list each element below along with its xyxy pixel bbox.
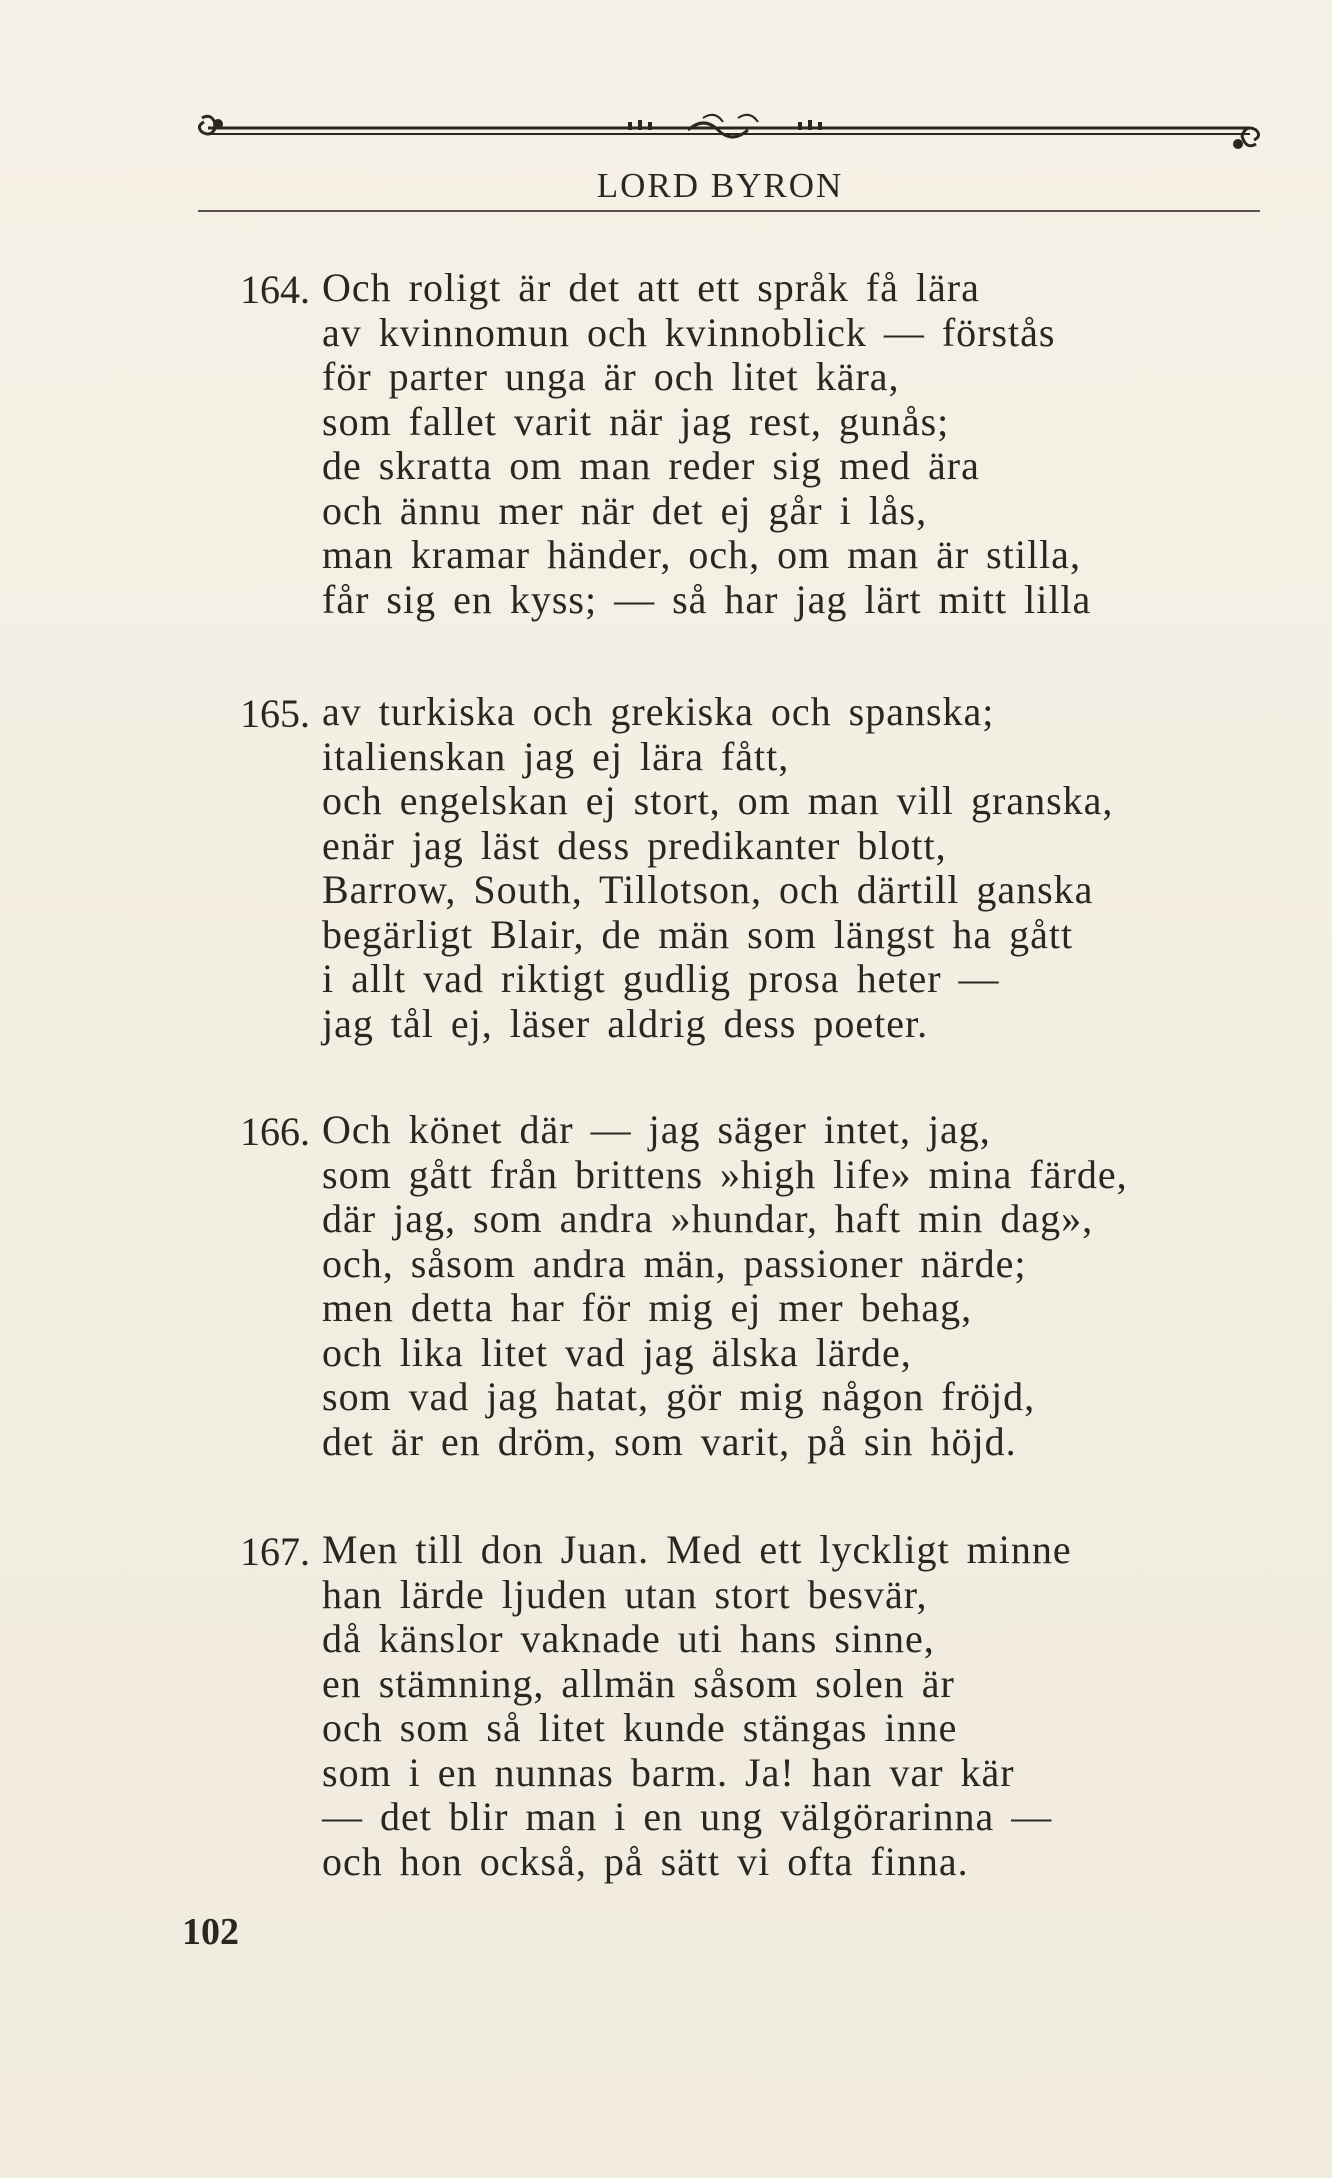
stanza-number: 167. (240, 1529, 310, 1574)
verse-line: som vad jag hatat, gör mig någon fröjd, (322, 1374, 1036, 1419)
verse-line: man kramar händer, och, om man är stilla, (322, 532, 1081, 577)
verse-line: Och roligt är det att ett språk få lära (322, 265, 980, 310)
verse-line: får sig en kyss; — så har jag lärt mitt lilla (322, 576, 1092, 622)
verse-line: som fallet varit när jag rest, gunås; (322, 398, 950, 444)
verse-line: och som så litet kunde stängas inne (322, 1705, 958, 1750)
stanza-number: 166. (240, 1109, 310, 1154)
header-rule (198, 210, 1260, 212)
verse-line: det är en dröm, som varit, på sin höjd. (322, 1418, 1017, 1464)
verse-line: där jag, som andra »hundar, haft min dag», (322, 1196, 1094, 1241)
verse-line: en stämning, allmän såsom solen är (322, 1660, 955, 1706)
verse-line: begärligt Blair, de män som längst ha gått (322, 911, 1074, 957)
verse-line: för parter unga är och litet kära, (322, 354, 900, 399)
verse-line: då känslor vaknade uti hans sinne, (322, 1616, 935, 1661)
verse-line: enär jag läst dess predikanter blott, (322, 822, 947, 868)
verse-line: som gått från brittens »high life» mina färde, (322, 1151, 1128, 1197)
running-head: LORD BYRON (596, 166, 844, 205)
verse-line: han lärde ljuden utan stort besvär, (322, 1571, 928, 1617)
verse-line: och engelskan ej stort, om man vill granska, (322, 778, 1114, 823)
verse-line: Men till don Juan. Med ett lyckligt minne (322, 1527, 1072, 1572)
verse-line: Barrow, South, Tillotson, och därtill ganska (322, 867, 1094, 912)
verse-line: och ännu mer när det ej går i lås, (322, 487, 928, 533)
verse-line: de skratta om man reder sig med ära (322, 443, 980, 488)
verse-line: som i en nunnas barm. Ja! han var kär (322, 1749, 1015, 1795)
verse-line: jag tål ej, läser aldrig dess poeter. (322, 1000, 929, 1046)
verse-line: av kvinnomun och kvinnoblick — förstås (322, 309, 1056, 355)
verse-line: — det blir man i en ung välgörarinna — (322, 1794, 1053, 1839)
verse-line: men detta har för mig ej mer behag, (322, 1285, 973, 1330)
stanza-lines (322, 690, 1113, 1046)
verse-line: och hon också, på sätt vi ofta finna. (322, 1838, 969, 1884)
verse-line: av turkiska och grekiska och spanska; (322, 689, 995, 734)
stanza-lines (322, 266, 1091, 622)
verse-line: och, såsom andra män, passioner närde; (322, 1240, 1027, 1286)
verse-line: italienskan jag ej lära fått, (322, 733, 790, 779)
verse-line: och lika litet vad jag älska lärde, (322, 1329, 912, 1375)
page-number: 102 (182, 1911, 239, 1953)
stanza-number: 165. (240, 691, 310, 736)
verse-line: Och könet där — jag säger intet, jag, (322, 1107, 991, 1152)
header-ornament-icon (198, 104, 1260, 164)
stanza-number: 164. (240, 267, 310, 312)
verse-line: i allt vad riktigt gudlig prosa heter — (322, 956, 1000, 1001)
stanza-lines (322, 1108, 1128, 1464)
stanza-lines (322, 1528, 1072, 1884)
